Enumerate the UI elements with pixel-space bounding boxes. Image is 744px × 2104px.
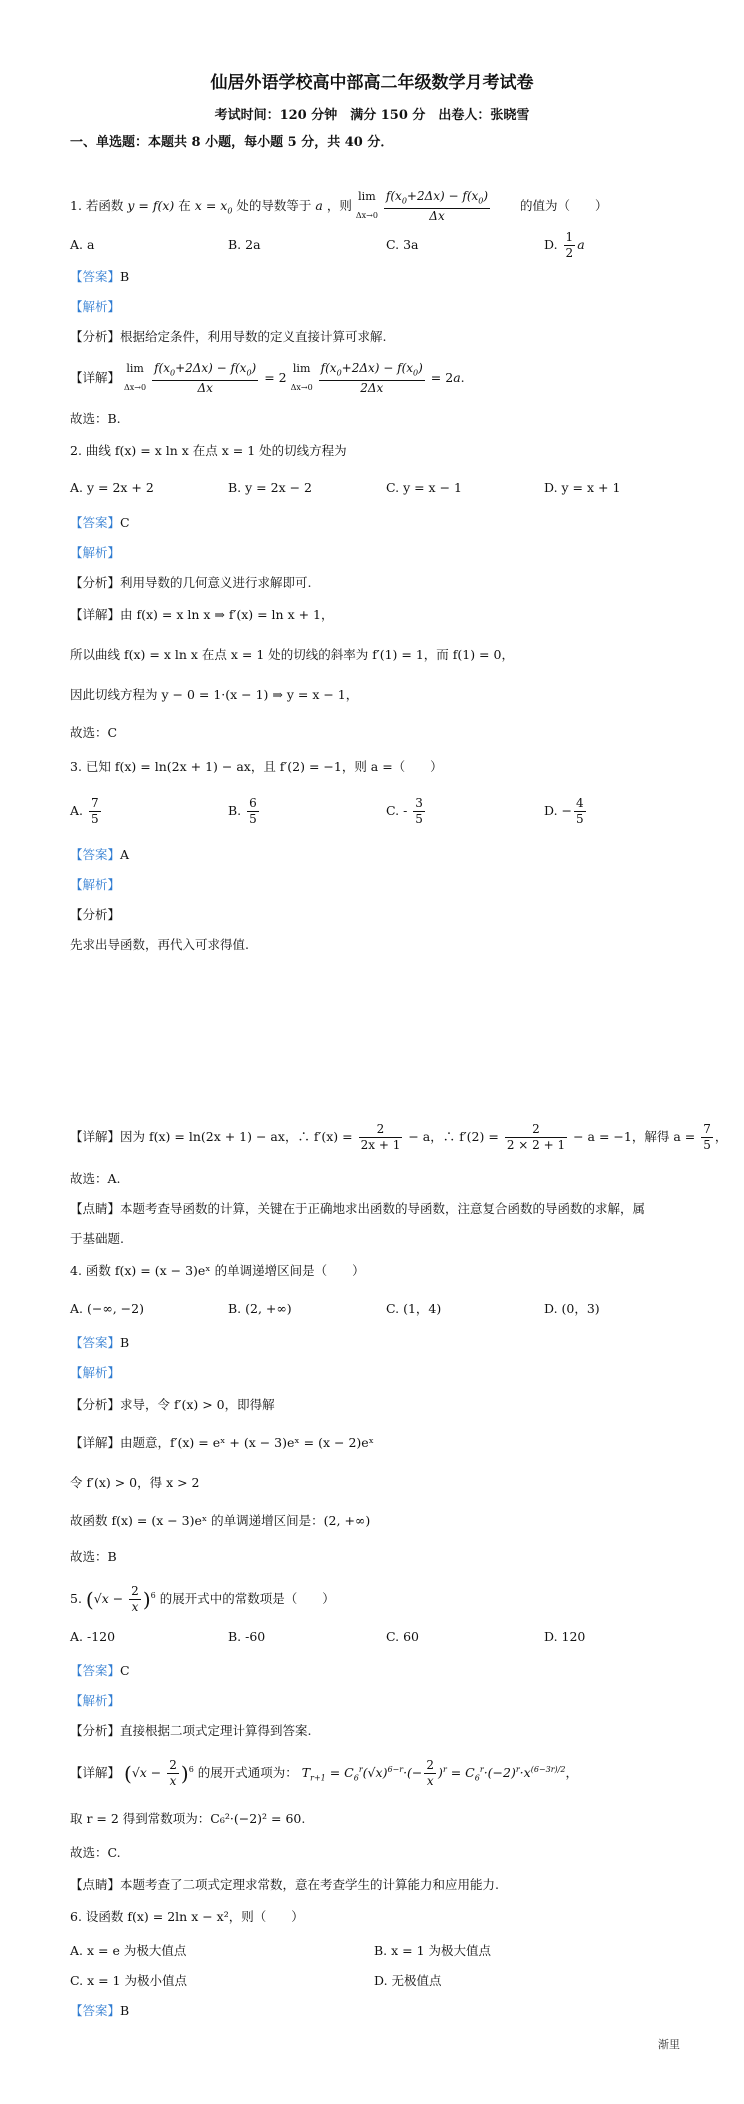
q1-limit-fraction: $\frac{f(x_0+2\Delta x) - f(x_0)}{\Delta x}$ (385, 188, 489, 224)
q4-option-c: C. (1，4) (386, 1301, 442, 1316)
q2-xiangjie: 【详解】由 f(x) = x ln x ⇒ f′(x) = ln x + 1， (70, 607, 334, 622)
q4-option-a: A. (−∞, −2) (70, 1301, 144, 1316)
q3-answer: 【答案】A (70, 847, 130, 862)
q2-conclude: 故选：C (70, 725, 118, 740)
q2-stem: 2. 曲线 f(x) = x ln x 在点 x = 1 处的切线方程为 (70, 443, 347, 458)
q6-option-a: A. x = e 为极大值点 (70, 1943, 187, 1958)
q3-dianjing-2: 于基础题. (70, 1231, 124, 1246)
q1-answer: 【答案】B (70, 269, 130, 284)
q4-xiangjie: 【详解】由题意，f′(x) = eˣ + (x − 3)eˣ = (x − 2)eˣ (70, 1435, 374, 1450)
q5-option-a: A. -120 (70, 1629, 116, 1644)
q1-fenxi: 【分析】根据给定条件，利用导数的定义直接计算可求解. (70, 329, 387, 344)
q5-stem: 5. (√x − $\frac{2}{x}$ )$^6$ 的展开式中的常数项是（ ） (70, 1584, 335, 1614)
q5-option-b: B. -60 (228, 1629, 266, 1644)
q2-fenxi: 【分析】利用导数的几何意义进行求解即可. (70, 575, 312, 590)
q2-answer: 【答案】C (70, 515, 130, 530)
q1-option-a: A. a (70, 237, 95, 252)
q3-conclude: 故选：A. (70, 1171, 121, 1186)
page-footer: 渐里 (658, 2038, 680, 2051)
q4-conclude: 故选：B (70, 1549, 117, 1564)
q5-dianjing: 【点睛】本题考查了二项式定理求常数，意在考查学生的计算能力和应用能力. (70, 1877, 499, 1892)
exam-title: 仙居外语学校高中部高二年级数学月考试卷 (210, 73, 534, 93)
q4-fenxi: 【分析】求导，令 f′(x) > 0，即得解 (70, 1397, 275, 1412)
q1-func: y = f(x) (127, 198, 175, 213)
q2-option-c: C. y = x − 1 (386, 480, 462, 495)
q2-option-d: D. y = x + 1 (544, 480, 621, 495)
q1-stem: 1. 若函数 y = f(x) 在 $x = x_0$ 处的导数等于 a ，则 lim Δx→0 $\frac{f(x_0+2\Delta x) - f(x_0)}{\Delta x}$ 的值为（ ） (70, 188, 608, 224)
q5-fenxi: 【分析】直接根据二项式定理计算得到答案. (70, 1723, 312, 1738)
section-heading: 一、单选题：本题共 8 小题，每小题 5 分，共 40 分． (70, 135, 394, 150)
q1-limit: lim Δx→0 (355, 190, 378, 220)
q4-stem: 4. 函数 f(x) = (x − 3)eˣ 的单调递增区间是（ ） (70, 1263, 365, 1278)
q2-line-1: 所以曲线 f(x) = x ln x 在点 x = 1 处的切线的斜率为 f′(1) = 1，而 f(1) = 0， (70, 647, 514, 662)
q4-option-b: B. (2, +∞) (228, 1301, 292, 1316)
q5-jiexi: 【解析】 (70, 1693, 121, 1708)
q1-jiexi: 【解析】 (70, 299, 121, 314)
q6-option-b: B. x = 1 为极大值点 (374, 1943, 492, 1958)
q1-option-c: C. 3a (386, 237, 419, 252)
q6-answer: 【答案】B (70, 2003, 130, 2018)
q3-option-a: A. $\frac{7}{5}$ (70, 796, 99, 826)
q4-answer: 【答案】B (70, 1335, 130, 1350)
q3-xiangjie: 【详解】因为 f(x) = ln(2x + 1) − ax，∴ f′(x) = $\frac{2}{2x + 1}$ − a，∴ f′(2) = $\frac{2}{2 \times 2 + 1}$ − a = −1，解得 a = $\frac{7}{5}$ ， (70, 1122, 728, 1152)
q3-option-d: D. − $\frac{4}{5}$ (544, 796, 584, 826)
q3-option-c: C. - $\frac{3}{5}$ (386, 796, 423, 826)
q1-option-d: D. $\frac{1}{2}$ a (544, 230, 585, 260)
q5-line-1: 取 r = 2 得到常数项为：C₆²·(−2)² = 60. (70, 1811, 306, 1826)
q1-conclude: 故选：B. (70, 411, 121, 426)
q2-jiexi: 【解析】 (70, 545, 121, 560)
q5-xiangjie: 【详解】 (√x − $\frac{2}{x}$ )$^6$ 的展开式通项为： $T_{r+1} = C_6^r(√x)^{6-r}\cdot(-$ $\frac{2}{x}$ )$^r = C_6^r\cdot(-2)^r\cdot x^{(6-3r)/2}$， (70, 1758, 578, 1788)
q4-line-1: 令 f′(x) > 0，得 x > 2 (70, 1475, 200, 1490)
q4-jiexi: 【解析】 (70, 1365, 121, 1380)
q1-option-b: B. 2a (228, 237, 261, 252)
q4-line-2: 故函数 f(x) = (x − 3)eˣ 的单调递增区间是：(2, +∞) (70, 1513, 371, 1528)
q5-option-d: D. 120 (544, 1629, 586, 1644)
q1-xiangjie: 【详解】 lim Δx→0 $\frac{f(x_0+2\Delta x) - f(x_0)}{\Delta x}$ = 2 lim Δx→0 $\frac{f(x_0+2\Delta x) - f(x_0)}{2\Delta x}$ = 2a. (70, 360, 465, 396)
q6-stem: 6. 设函数 f(x) = 2ln x − x²，则（ ） (70, 1909, 304, 1924)
exam-subtitle: 考试时间：120 分钟 满分 150 分 出卷人：张晓雪 (214, 108, 530, 123)
q3-stem: 3. 已知 f(x) = ln(2x + 1) − ax，且 f′(2) = −1，则 a =（ ） (70, 759, 443, 774)
q2-option-b: B. y = 2x − 2 (228, 480, 312, 495)
q3-dianjing: 【点睛】本题考查导函数的计算，关键在于正确地求出函数的导函数，注意复合函数的导函数的求解，属 (70, 1201, 646, 1216)
q5-conclude: 故选：C. (70, 1845, 121, 1860)
q3-fenxi-text: 先求出导函数，再代入可求得值. (70, 937, 249, 952)
q6-option-d: D. 无极值点 (374, 1973, 442, 1988)
q3-option-b: B. $\frac{6}{5}$ (228, 796, 257, 826)
q3-fenxi-label: 【分析】 (70, 907, 121, 922)
q6-option-c: C. x = 1 为极小值点 (70, 1973, 187, 1988)
q5-answer: 【答案】C (70, 1663, 130, 1678)
q3-jiexi: 【解析】 (70, 877, 121, 892)
q4-option-d: D. (0，3) (544, 1301, 600, 1316)
q2-option-a: A. y = 2x + 2 (70, 480, 154, 495)
q2-line-2: 因此切线方程为 y − 0 = 1·(x − 1) ⇒ y = x − 1， (70, 687, 359, 702)
q5-option-c: C. 60 (386, 1629, 419, 1644)
